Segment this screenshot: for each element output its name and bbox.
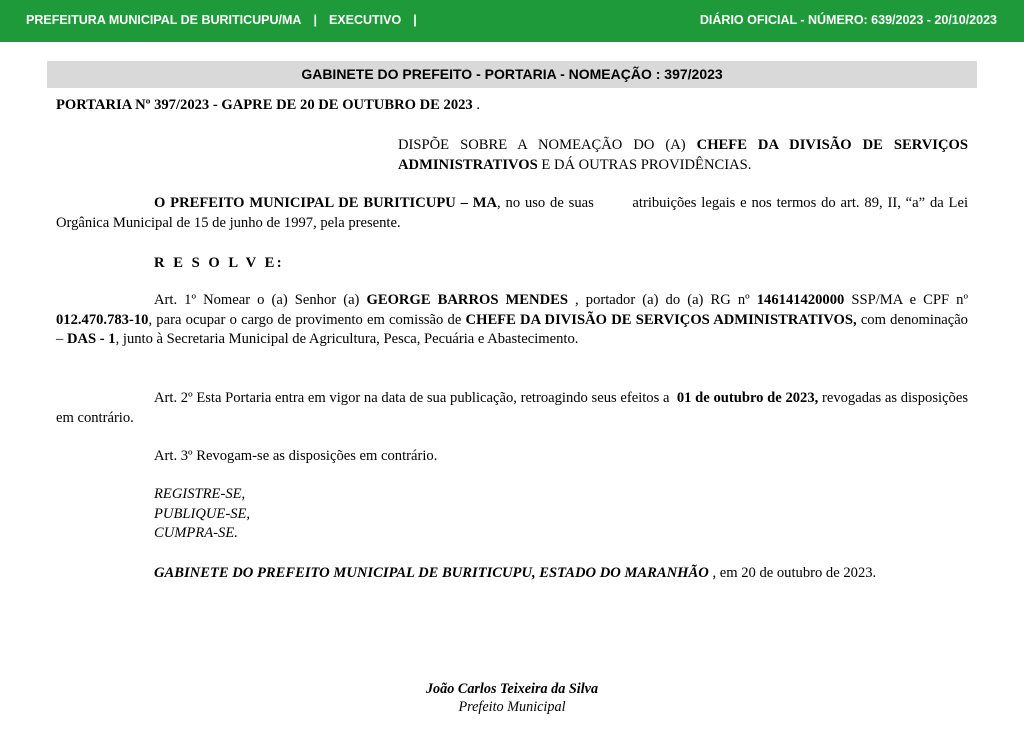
art1-rg: 146141420000 bbox=[756, 292, 845, 308]
art2-date: 01 de outubro de 2023, bbox=[676, 390, 819, 406]
preamble bbox=[56, 194, 972, 233]
art1-text: , portador (a) do (a) RG nº bbox=[567, 292, 757, 308]
art1-das: DAS - 1 bbox=[66, 331, 116, 347]
ementa-suffix: E DÁ OUTRAS PROVIDÊNCIAS. bbox=[537, 156, 752, 173]
header-separator: | bbox=[413, 13, 417, 27]
ementa bbox=[398, 136, 968, 175]
article-2 bbox=[56, 389, 968, 428]
art1-role: CHEFE DA DIVISÃO DE SERVIÇOS ADMINISTRATIVOS, bbox=[465, 311, 857, 328]
preamble-text: , no uso de suas atribuições legais e nos termos do art. 89, II, “a” da Lei Orgânica Municipal de 15 de junho de 1997, pela presente. bbox=[56, 195, 972, 231]
portaria-heading bbox=[56, 96, 968, 116]
closing-formula bbox=[154, 485, 1024, 544]
header-bar bbox=[0, 0, 1024, 42]
art2-text: revogadas as disposições em contrário. bbox=[56, 390, 968, 426]
header-journal: DIÁRIO OFICIAL - NÚMERO: 639/2023 - 20/10/2023 bbox=[699, 13, 997, 27]
signature-title: Prefeito Municipal bbox=[458, 699, 566, 715]
ementa-role: CHEFE DA DIVISÃO DE SERVIÇOS ADMINISTRATIVOS bbox=[398, 137, 968, 173]
closing-line: PUBLIQUE-SE, bbox=[154, 505, 251, 522]
gabinete-name: GABINETE DO PREFEITO MUNICIPAL DE BURITICUPU, ESTADO DO MARANHÃO bbox=[154, 565, 709, 581]
closing-line: REGISTRE-SE, bbox=[154, 486, 246, 502]
art1-text: com denominação – bbox=[56, 311, 968, 347]
gabinete-line bbox=[56, 564, 968, 584]
art1-text: Art. 1º Nomear o (a) Senhor (a) bbox=[154, 292, 367, 308]
section-title: GABINETE DO PREFEITO - PORTARIA - NOMEAÇÃO : 397/2023 bbox=[47, 61, 977, 88]
header-left bbox=[26, 13, 429, 27]
header-separator: | bbox=[313, 13, 317, 27]
header-municipality: PREFEITURA MUNICIPAL DE BURITICUPU/MA bbox=[26, 13, 302, 27]
gabinete-date: , em 20 de outubro de 2023. bbox=[708, 565, 877, 581]
signature-name: João Carlos Teixeira da Silva bbox=[425, 681, 599, 697]
art1-text: , junto à Secretaria Municipal de Agricultura, Pesca, Pecuária e Abastecimento. bbox=[115, 331, 579, 347]
ementa-prefix: DISPÕE SOBRE A NOMEAÇÃO DO (A) bbox=[398, 137, 697, 153]
portaria-heading-end: . bbox=[472, 97, 481, 113]
art1-cpf: 012.470.783-10 bbox=[56, 311, 149, 328]
art1-text: , para ocupar o cargo de provimento em comissão de bbox=[148, 311, 466, 328]
signature-block bbox=[0, 680, 1024, 716]
portaria-heading-text: PORTARIA Nº 397/2023 - GAPRE DE 20 DE OUTUBRO DE 2023 bbox=[56, 97, 473, 113]
art2-text: Art. 2º Esta Portaria entra em vigor na data de sua publicação, retroagindo seus efeitos a bbox=[154, 390, 677, 406]
article-1 bbox=[56, 291, 968, 350]
closing-line: CUMPRA-SE. bbox=[154, 525, 238, 541]
art1-text: SSP/MA e CPF nº bbox=[844, 292, 968, 308]
preamble-authority: O PREFEITO MUNICIPAL DE BURITICUPU – MA bbox=[154, 195, 498, 211]
article-3: Art. 3º Revogam-se as disposições em contrário. bbox=[154, 448, 438, 464]
header-branch: EXECUTIVO bbox=[328, 13, 402, 27]
art1-name: GEORGE BARROS MENDES bbox=[366, 292, 568, 308]
resolve-heading: R E S O L V E: bbox=[154, 255, 285, 271]
